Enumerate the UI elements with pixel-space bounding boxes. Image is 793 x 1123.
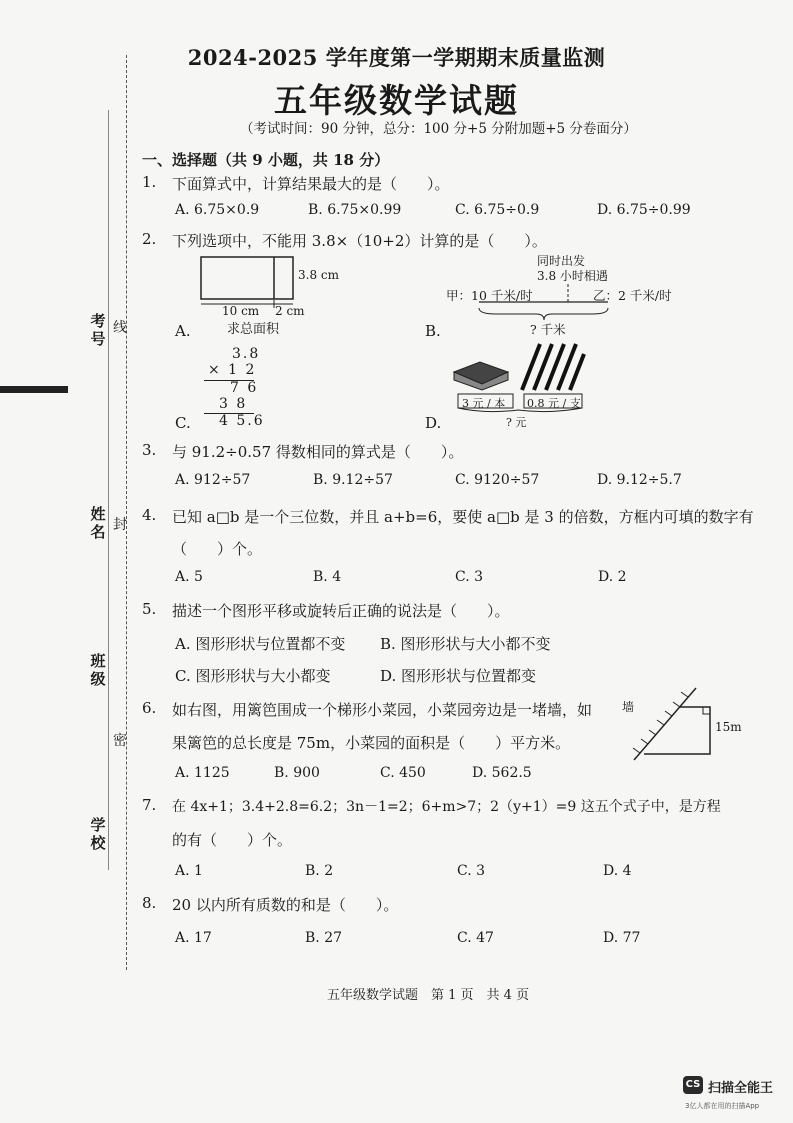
- q2b-left-speed: 甲：10 千米/时: [446, 288, 533, 303]
- q6-text-line1: 如右图，用篱笆围成一个梯形小菜园，小菜园旁边是一堵墙，如: [172, 701, 593, 719]
- q1-option-a[interactable]: A. 6.75×0.9: [175, 202, 260, 218]
- exam-title: 2024-2025 学年度第一学期期末质量监测: [187, 45, 606, 70]
- q2-number: 2.: [142, 230, 157, 248]
- q7-option-c[interactable]: C. 3: [457, 863, 486, 879]
- q8-option-a[interactable]: A. 17: [175, 930, 212, 946]
- q5-option-c[interactable]: C. 图形形状与大小都变: [175, 667, 331, 685]
- school-label: 学校: [90, 816, 106, 852]
- q2c-row3: 7 6: [230, 380, 259, 396]
- q4-number: 4.: [142, 506, 157, 524]
- q6-option-b[interactable]: B. 900: [274, 765, 320, 781]
- q7-option-d[interactable]: D. 4: [603, 863, 632, 879]
- q6-trapezoid-figure: [628, 682, 728, 764]
- q2d-option-letter[interactable]: D.: [425, 414, 442, 432]
- q5-option-d[interactable]: D. 图形形状与位置都变: [380, 667, 537, 685]
- section-heading: 一、选择题（共 9 小题，共 18 分）: [142, 151, 390, 169]
- q2c-row2: × 1 2: [208, 362, 257, 378]
- q7-option-a[interactable]: A. 1: [175, 863, 203, 879]
- margin-secret-label: 密: [113, 733, 127, 749]
- q5-option-b[interactable]: B. 图形形状与大小都不变: [380, 635, 551, 653]
- q3-option-a[interactable]: A. 912÷57: [175, 472, 251, 488]
- name-label: 姓名: [90, 505, 106, 541]
- q2b-right-speed: 乙：2 千米/时: [593, 288, 672, 303]
- q2-text: 下列选项中，不能用 3.8×（10+2）计算的是（ ）。: [172, 232, 547, 250]
- q6-option-c[interactable]: C. 450: [380, 765, 426, 781]
- q1-option-c[interactable]: C. 6.75÷0.9: [455, 202, 540, 218]
- q6-option-d[interactable]: D. 562.5: [472, 765, 532, 781]
- q3-option-c[interactable]: C. 9120÷57: [455, 472, 540, 488]
- class-label: 班级: [90, 652, 106, 688]
- q8-option-b[interactable]: B. 27: [305, 930, 343, 946]
- q3-option-b[interactable]: B. 9.12÷57: [313, 472, 393, 488]
- q3-option-d[interactable]: D. 9.12÷5.7: [597, 472, 682, 488]
- q8-number: 8.: [142, 894, 157, 912]
- q2d-total: ? 元: [506, 416, 527, 429]
- book-icon: [450, 358, 512, 392]
- q5-option-a[interactable]: A. 图形形状与位置都不变: [175, 635, 346, 653]
- q2a-width1-label: 10 cm: [222, 304, 260, 318]
- q1-option-d[interactable]: D. 6.75÷0.99: [597, 202, 691, 218]
- q7-text-line2: 的有（ ）个。: [172, 831, 293, 849]
- q6-height-label: 15m: [715, 720, 742, 734]
- watermark-brand: 扫描全能王: [708, 1081, 774, 1096]
- margin-seal-label: 封: [113, 517, 127, 533]
- q8-option-d[interactable]: D. 77: [603, 930, 641, 946]
- q2b-top1: 同时出发: [537, 254, 586, 268]
- q2b-distance: ? 千米: [530, 322, 566, 337]
- q8-option-c[interactable]: C. 47: [457, 930, 494, 946]
- q2c-row4: 3 8: [219, 396, 248, 412]
- q6-option-a[interactable]: A. 1125: [175, 765, 230, 781]
- q5-number: 5.: [142, 600, 157, 618]
- q4-option-a[interactable]: A. 5: [175, 569, 203, 585]
- q1-number: 1.: [142, 173, 157, 191]
- q6-number: 6.: [142, 699, 157, 717]
- q4-option-c[interactable]: C. 3: [455, 569, 484, 585]
- q2d-brace: [456, 392, 586, 414]
- q2-figure-b-line: [476, 282, 616, 322]
- q2c-row5: 4 5.6: [219, 413, 265, 429]
- exam-info: （考试时间：90 分钟，总分：100 分+5 分附加题+5 分卷面分）: [240, 121, 637, 137]
- binding-solid-line: [108, 110, 109, 870]
- q1-option-b[interactable]: B. 6.75×0.99: [308, 202, 402, 218]
- q2d-price-pencil: 0.8 元 / 支: [527, 397, 581, 410]
- q2c-row1: 3.8: [232, 346, 261, 362]
- q7-text-line1: 在 4x+1；3.4+2.8=6.2；3n－1=2；6+m>7；2（y+1）=9 这五个式子中，是方程: [172, 799, 721, 815]
- margin-line-label: 线: [113, 320, 127, 336]
- pencils-icon: [514, 340, 586, 396]
- q6-wall-label: 墙: [622, 700, 635, 714]
- q2b-option-letter[interactable]: B.: [425, 322, 441, 340]
- page-footer: 五年级数学试题 第 1 页 共 4 页: [327, 988, 530, 1003]
- q7-number: 7.: [142, 796, 157, 814]
- q2b-top2: 3.8 小时相遇: [537, 269, 608, 283]
- q2a-height-label: 3.8 cm: [298, 268, 339, 282]
- q2a-width2-label: 2 cm: [275, 304, 305, 318]
- exam-no-label: 考号: [90, 312, 106, 348]
- q2c-option-letter[interactable]: C.: [175, 414, 191, 432]
- q5-text: 描述一个图形平移或旋转后正确的说法是（ ）。: [172, 602, 510, 620]
- q2a-option-letter[interactable]: A.: [175, 322, 191, 340]
- q4-option-d[interactable]: D. 2: [598, 569, 627, 585]
- q2a-caption: 求总面积: [227, 322, 280, 337]
- camscanner-logo-icon: CS: [683, 1076, 703, 1094]
- q2d-price-book: 3 元 / 本: [462, 397, 506, 410]
- q1-text: 下面算式中，计算结果最大的是（ ）。: [172, 175, 450, 193]
- q4-text-line1: 已知 a□b 是一个三位数，并且 a+b=6，要使 a□b 是 3 的倍数，方框内可填的数字有: [172, 508, 754, 526]
- binding-dashed-line: [126, 55, 127, 970]
- q3-number: 3.: [142, 441, 157, 459]
- q6-text-line2: 果篱笆的总长度是 75m，小菜园的面积是（ ）平方米。: [172, 734, 571, 752]
- q3-text: 与 91.2÷0.57 得数相同的算式是（ ）。: [172, 443, 464, 461]
- q7-option-b[interactable]: B. 2: [305, 863, 334, 879]
- subject-title: 五年级数学试题: [274, 81, 519, 120]
- q4-option-b[interactable]: B. 4: [313, 569, 342, 585]
- q8-text: 20 以内所有质数的和是（ ）。: [172, 896, 399, 914]
- q4-text-line2: （ ）个。: [172, 540, 263, 558]
- scan-artifact: [0, 386, 68, 393]
- watermark-slogan: 3亿人都在用的扫描App: [685, 1102, 760, 1110]
